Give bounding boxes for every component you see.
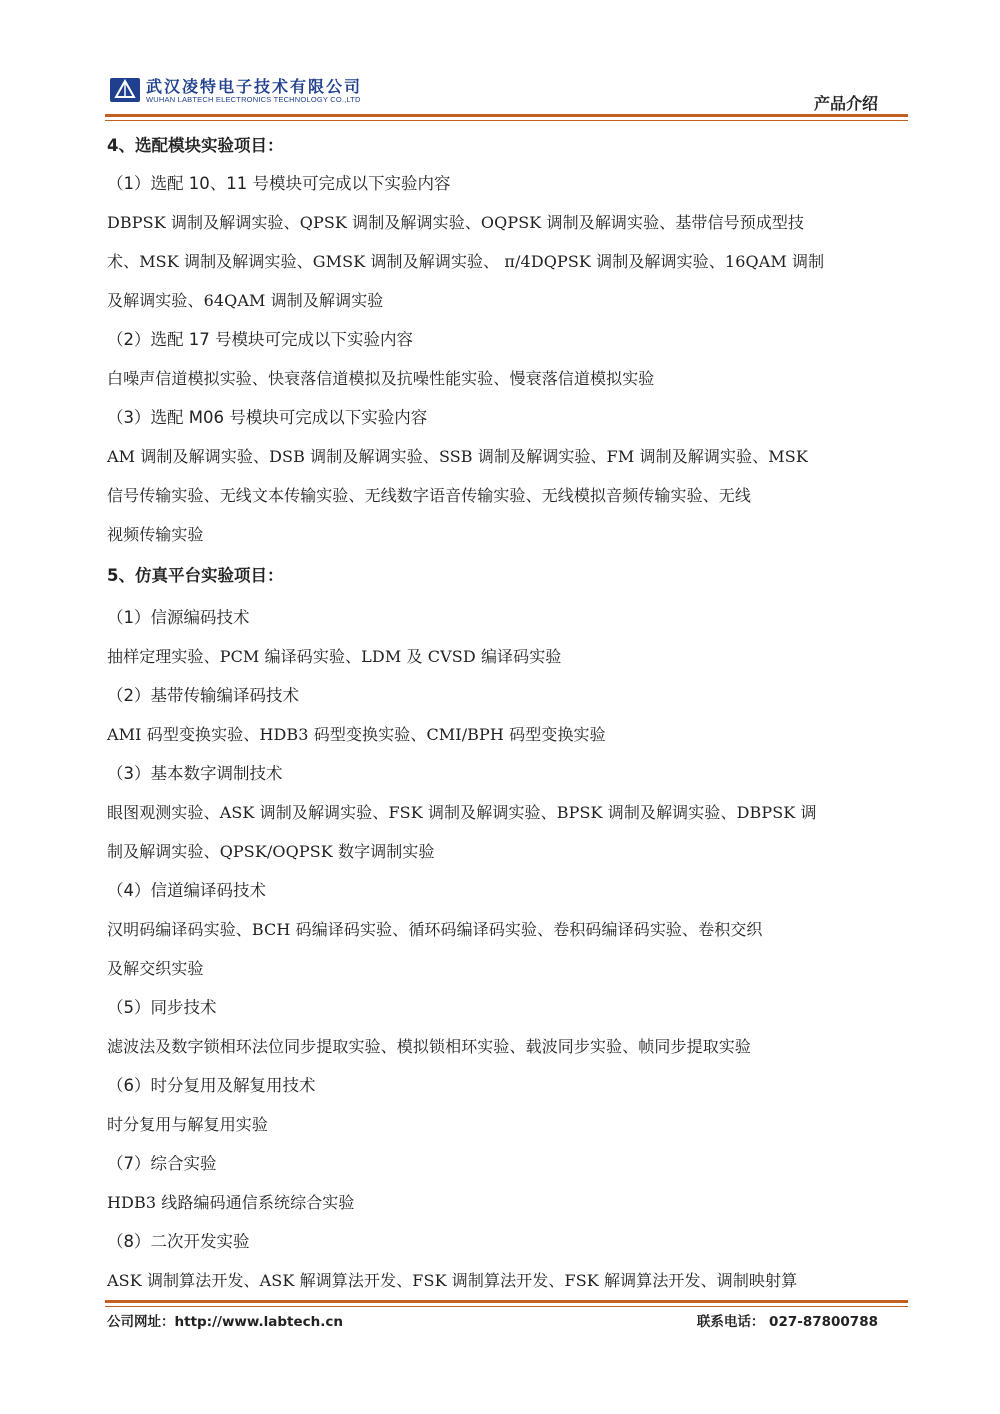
paragraph-line: AM 调制及解调实验、DSB 调制及解调实验、SSB 调制及解调实验、FM 调制及解调实验、MSK <box>107 447 808 466</box>
paragraph-line: DBPSK 调制及解调实验、QPSK 调制及解调实验、OQPSK 调制及解调实验、基带信号预成型技 <box>107 213 805 232</box>
paragraph-line: AMI 码型变换实验、HDB3 码型变换实验、CMI/BPH 码型变换实验 <box>107 725 606 744</box>
subsection-title: （5）同步技术 <box>107 998 217 1017</box>
paragraph-line: 白噪声信道模拟实验、快衰落信道模拟及抗噪性能实验、慢衰落信道模拟实验 <box>107 369 655 388</box>
paragraph-line: 术、MSK 调制及解调实验、GMSK 调制及解调实验、 π/4DQPSK 调制及解调实验、16QAM 调制 <box>107 252 825 271</box>
paragraph-line: 及解交织实验 <box>107 959 204 978</box>
subsection-title: （2）基带传输编译码技术 <box>107 686 299 705</box>
page-footer <box>105 1310 908 1330</box>
contact-phone: 联系电话： 027-87800788 <box>696 1314 878 1330</box>
section-title: 5、仿真平台实验项目： <box>107 566 284 585</box>
header-rule-thin <box>105 120 908 121</box>
paragraph-line: 抽样定理实验、PCM 编译码实验、LDM 及 CVSD 编译码实验 <box>107 647 562 666</box>
paragraph-line: 制及解调实验、QPSK/OQPSK 数字调制实验 <box>107 842 435 861</box>
paragraph-line: 汉明码编译码实验、BCH 码编译码实验、循环码编译码实验、卷积码编译码实验、卷积交织 <box>107 920 763 939</box>
company-website: 公司网址：http://www.labtech.cn <box>107 1314 343 1330</box>
subsection-title: （4）信道编译码技术 <box>107 881 266 900</box>
subsection-title: （1）信源编码技术 <box>107 608 250 627</box>
subsection-title: （6）时分复用及解复用技术 <box>107 1076 316 1095</box>
paragraph-line: 视频传输实验 <box>107 525 204 544</box>
paragraph-line: 信号传输实验、无线文本传输实验、无线数字语音传输实验、无线模拟音频传输实验、无线 <box>107 486 752 505</box>
paragraph-line: 眼图观测实验、ASK 调制及解调实验、FSK 调制及解调实验、BPSK 调制及解调实验、DBPSK 调 <box>107 803 817 822</box>
subsection-title: （3）选配 M06 号模块可完成以下实验内容 <box>107 408 428 427</box>
footer-rule-thick <box>105 1300 908 1303</box>
paragraph-line: 及解调实验、64QAM 调制及解调实验 <box>107 291 384 310</box>
paragraph-line: 时分复用与解复用实验 <box>107 1115 269 1134</box>
footer-rule-thin <box>105 1306 908 1307</box>
subsection-title: （7）综合实验 <box>107 1154 217 1173</box>
paragraph-line: HDB3 线路编码通信系统综合实验 <box>107 1193 355 1212</box>
paragraph-line: ASK 调制算法开发、ASK 解调算法开发、FSK 调制算法开发、FSK 解调算法开发、调制映射算 <box>107 1271 798 1290</box>
subsection-title: （1）选配 10、11 号模块可完成以下实验内容 <box>107 174 451 193</box>
company-name-en: WUHAN LABTECH ELECTRONICS TECHNOLOGY CO.,LTD <box>146 95 361 104</box>
company-name-cn: 武汉凌特电子技术有限公司 <box>146 77 363 96</box>
document-body <box>107 128 907 1300</box>
page-header <box>0 0 1000 130</box>
paragraph-line: 滤波法及数字锁相环法位同步提取实验、模拟锁相环实验、载波同步实验、帧同步提取实验 <box>107 1037 752 1056</box>
labtech-logo-icon <box>110 78 140 102</box>
section-title: 4、选配模块实验项目： <box>107 136 284 155</box>
subsection-title: （3）基本数字调制技术 <box>107 764 283 783</box>
subsection-title: （8）二次开发实验 <box>107 1232 250 1251</box>
document-label: 产品介绍 <box>813 94 878 113</box>
header-rule-thick <box>105 114 908 117</box>
subsection-title: （2）选配 17 号模块可完成以下实验内容 <box>107 330 413 349</box>
